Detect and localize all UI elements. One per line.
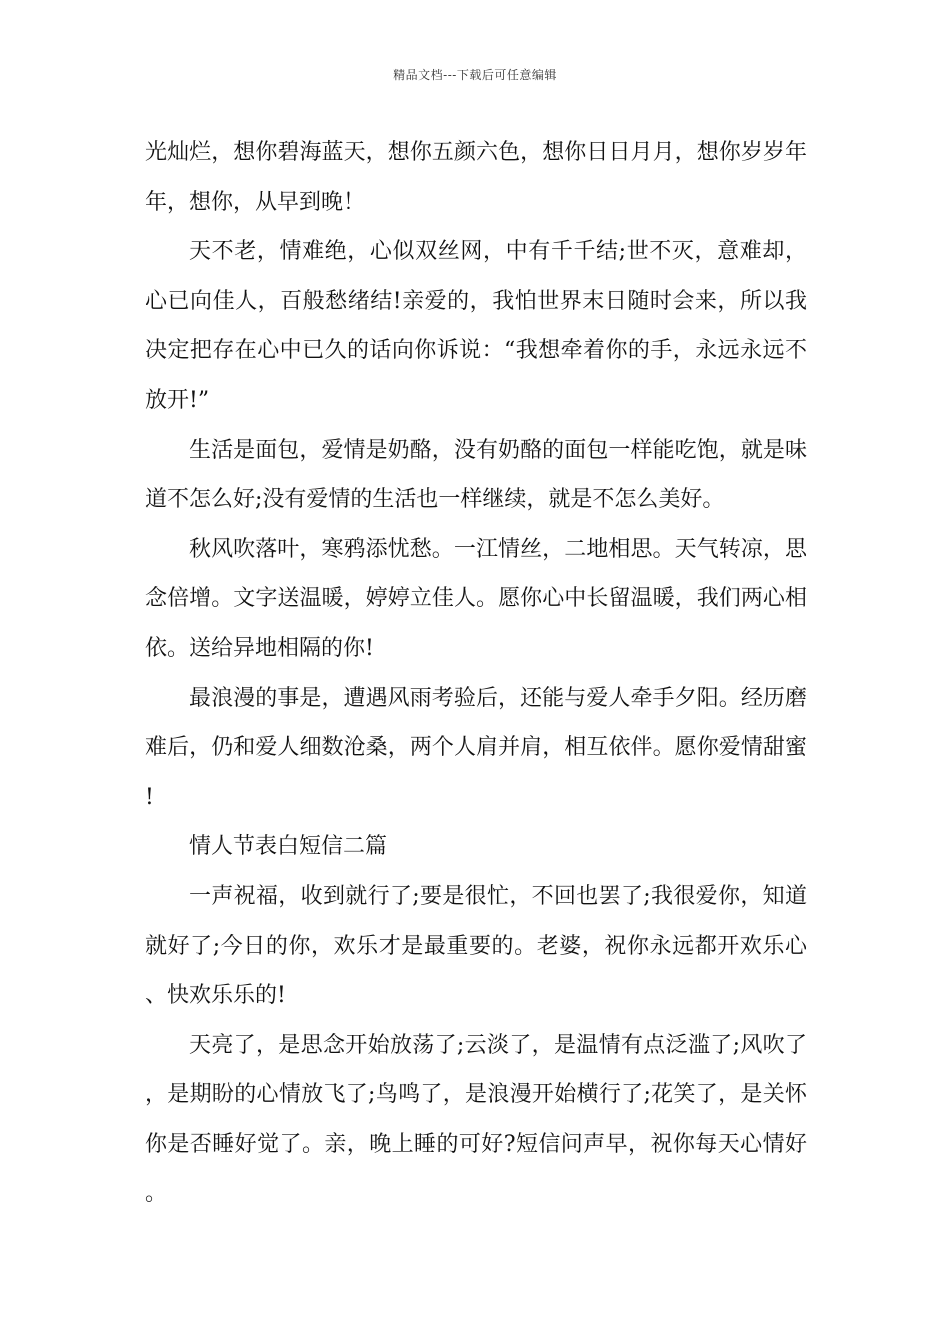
paragraph-7: 天亮了，是思念开始放荡了;云淡了，是温情有点泛滥了;风吹了，是期盼的心情放飞了;鸟鸣了，是浪漫开始横行了;花笑了，是关怀你是否睡好觉了。亲，晚上睡的可好?短信问声早，祝你每天心情好。 bbox=[145, 1032, 807, 1207]
section-heading: 情人节表白短信二篇 bbox=[189, 834, 388, 860]
page-header: 精品文档---下载后可任意编辑 bbox=[393, 68, 557, 82]
document-body bbox=[145, 128, 807, 1219]
paragraph-3: 生活是面包，爱情是奶酪，没有奶酪的面包一样能吃饱，就是味道不怎么好;没有爱情的生活也一样继续，就是不怎么美好。 bbox=[145, 437, 807, 513]
paragraph-6: 一声祝福，收到就行了;要是很忙，不回也罢了;我很爱你，知道就好了;今日的你，欢乐才是最重要的。老婆，祝你永远都开欢乐心、快欢乐乐的! bbox=[145, 883, 807, 1009]
paragraph-2: 天不老，情难绝，心似双丝网，中有千千结;世不灭，意难却，心已向佳人，百般愁绪结!亲爱的，我怕世界末日随时会来，所以我决定把存在心中已久的话向你诉说：“我想牵着你的手，永远永远不放开!” bbox=[145, 239, 807, 413]
paragraph-4: 秋风吹落叶，寒鸦添忧愁。一江情丝，二地相思。天气转凉，思念倍增。文字送温暖，婷婷立佳人。愿你心中长留温暖，我们两心相依。送给异地相隔的你! bbox=[145, 536, 807, 661]
paragraph-5: 最浪漫的事是，遭遇风雨考验后，还能与爱人牵手夕阳。经历磨难后，仍和爱人细数沧桑，两个人肩并肩，相互依伴。愿你爱情甜蜜! bbox=[145, 685, 807, 810]
paragraph-1: 光灿烂，想你碧海蓝天，想你五颜六色，想你日日月月，想你岁岁年年，想你，从早到晚！ bbox=[145, 140, 807, 215]
